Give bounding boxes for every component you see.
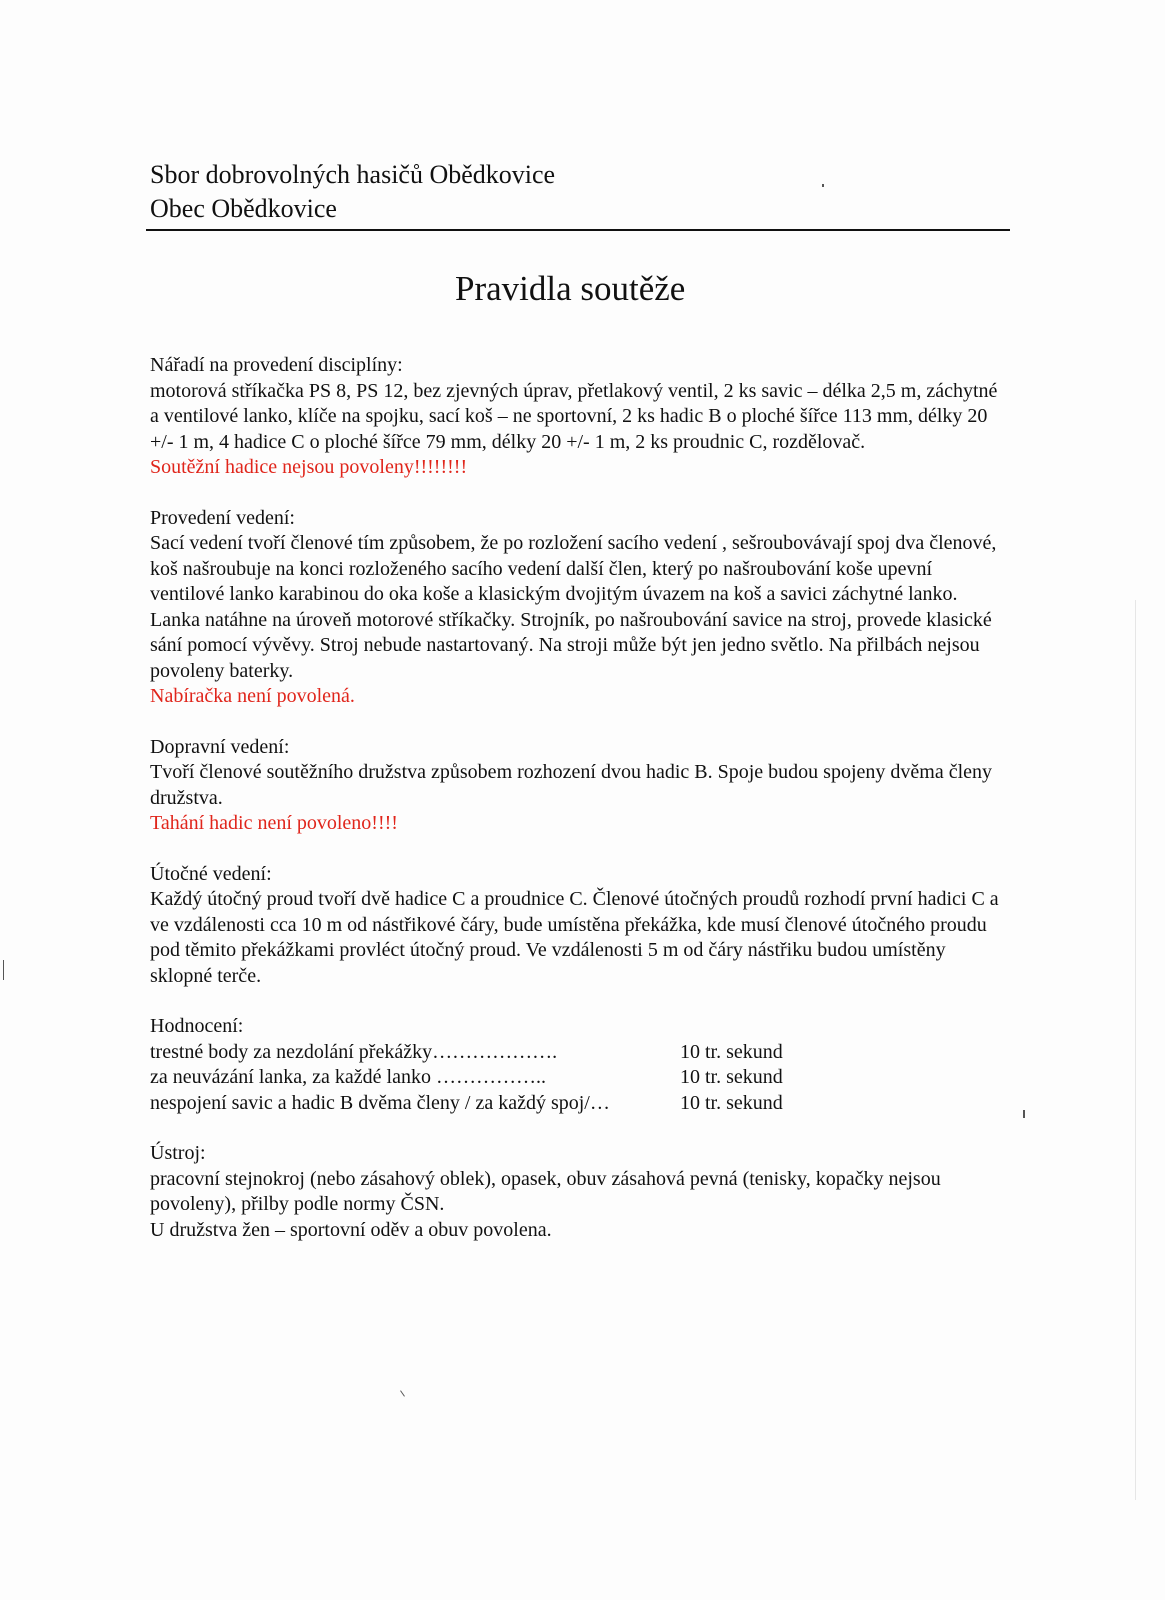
scan-speck xyxy=(1135,600,1136,1500)
section-heading: Dopravní vedení: xyxy=(150,735,290,758)
section-text: Každý útočný proud tvoří dvě hadice C a proudnice C. Členové útočných proudů rozhodí první hadici C a ve vzdálenosti cca 10 m od nástřikové čáry, bude umístěna překážka, kde musí členové útočného proudu pod těmito překážkami provléct útočný proud. Ve vzdálenosti 5 m od čáry nástřiku budou umístěny sklopné terče. xyxy=(150,888,999,987)
scan-speck xyxy=(1023,1110,1025,1118)
scoring-label: za neuvázání lanka, za každé lanko …………….. xyxy=(150,1066,546,1088)
section-heading: Nářadí na provedení disciplíny: xyxy=(150,354,403,376)
scoring-value: 10 tr. sekund xyxy=(680,1091,783,1114)
document-body xyxy=(150,353,1000,1268)
scan-speck xyxy=(3,960,4,980)
document-title: Pravidla soutěže xyxy=(455,269,686,308)
section-text: pracovní stejnokroj (nebo zásahový oblek), opasek, obuv zásahová pevná (tenisky, kopačky nejsou povoleny), přilby podle normy ČSN. xyxy=(150,1167,941,1215)
section-text: motorová stříkačka PS 8, PS 12, bez zjevných úprav, přetlakový ventil, 2 ks savic – délka 2,5 m, záchytné a ventilové lanko, klíče na spojku, sací koš – ne sportovní, 2 ks hadic B o ploché šířce 113 mm, délky 20 +/- 1 m, 4 hadice C o ploché šířce 79 mm, délky 20 +/- 1 m, 2 ks proudnic C, rozdělovač. xyxy=(150,379,998,453)
section-uniform xyxy=(150,1141,1000,1243)
scoring-label: trestné body za nezdolání překážky………………. xyxy=(150,1040,558,1063)
scan-speck xyxy=(822,184,824,187)
section-heading: Hodnocení: xyxy=(150,1015,244,1037)
warning-text: Soutěžní hadice nejsou povoleny!!!!!!!! xyxy=(150,456,468,478)
scoring-row xyxy=(150,1065,1000,1091)
scan-speck xyxy=(400,1390,405,1396)
section-line-setup xyxy=(150,506,1000,710)
document-header xyxy=(150,158,1010,226)
section-heading: Provedení vedení: xyxy=(150,506,295,529)
scoring-row xyxy=(150,1040,1000,1066)
section-text: Tvoří členové soutěžního družstva způsobem rozhození dvou hadic B. Spoje budou spojeny dvěma členy družstva. xyxy=(150,761,993,809)
section-supply-line xyxy=(150,735,1000,837)
section-equipment xyxy=(150,353,1000,481)
section-heading: Útočné vedení: xyxy=(150,862,272,885)
warning-text: Nabíračka není povolená. xyxy=(150,685,355,707)
scoring-label: nespojení savic a hadic B dvěma členy / za každý spoj/… xyxy=(150,1091,610,1114)
municipality-name: Obec Obědkovice xyxy=(150,194,337,223)
warning-text: Tahání hadic není povoleno!!!! xyxy=(150,812,398,834)
scoring-row xyxy=(150,1091,1000,1117)
scoring-value: 10 tr. sekund xyxy=(680,1040,783,1063)
organization-name: Sbor dobrovolných hasičů Obědkovice xyxy=(150,160,556,189)
section-attack-line xyxy=(150,862,1000,990)
section-text-women: U družstva žen – sportovní oděv a obuv povolena. xyxy=(150,1218,552,1241)
scoring-value: 10 tr. sekund xyxy=(680,1066,783,1088)
section-text: Sací vedení tvoří členové tím způsobem, že po rozložení sacího vedení , sešroubovávají spoj dva členové, koš našroubuje na konci rozloženého sacího vedení další člen, který po našroubování koše upevní ventilové lanko karabinou do oka koše a klasickým dvojitým úvazem na koš a savici záchytné lanko. Lanka natáhne na úroveň motorové stříkačky. Strojník, po našroubování savice na stroj, provede klasické sání pomocí vývěvy. Stroj nebude nastartovaný. Na stroji může být jen jedno světlo. Na přilbách nejsou povoleny baterky. xyxy=(150,532,997,682)
section-heading: Ústroj: xyxy=(150,1142,206,1164)
section-scoring xyxy=(150,1014,1000,1116)
header-rule xyxy=(146,229,1010,231)
